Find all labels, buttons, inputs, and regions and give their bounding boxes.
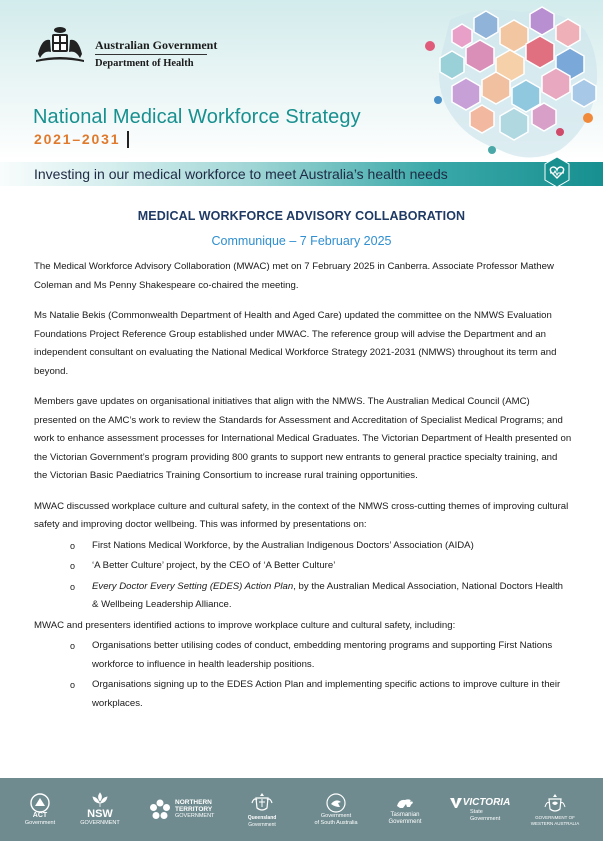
logo-text: NORTHERN TERRITORY	[175, 799, 213, 814]
government-name: Australian Government	[95, 38, 218, 52]
list-item-italic: Every Doctor Every Setting (EDES) Action Plan	[92, 580, 294, 592]
list-item-text: Organisations better utilising codes of conduct, embedding mentoring programs and supporting First Nations workforce to influence in health leadership positions.	[92, 640, 553, 670]
paragraph-culture: MWAC discussed workplace culture and cultural safety, in the context of the NMWS cross-cutting themes of improving cultural safety and improving doctor wellbeing. This was informed by presentations on:	[34, 500, 569, 530]
presentations-list	[34, 537, 572, 615]
act-emblem-icon	[29, 793, 51, 813]
bullet-icon: o	[70, 680, 76, 690]
bullet-icon: o	[70, 561, 76, 571]
wa-crest-icon	[544, 793, 566, 815]
logo-text: Tasmanian	[390, 812, 420, 818]
logo-text: State Government	[470, 809, 501, 822]
victoria-government-logo	[450, 778, 510, 841]
act-government-logo	[26, 778, 54, 841]
list-item-text: , by the Australian Medical Association, National Doctors Health & Wellbeing Leadership Alliance.	[92, 580, 564, 610]
nsw-government-logo	[80, 778, 120, 841]
logo-text: of South Australia	[314, 819, 358, 826]
department-name: Department of Health	[95, 58, 194, 69]
list-item	[34, 557, 572, 576]
jurisdiction-logos-footer	[0, 778, 603, 841]
victoria-wordmark	[450, 797, 511, 809]
logo-text: Government	[388, 818, 422, 825]
tasmanian-government-logo	[382, 778, 428, 841]
paragraph-actions: MWAC and presenters identified actions to improve workplace culture and cultural safety, including:	[34, 619, 456, 631]
logo-text: GOVERNMENT	[80, 820, 120, 827]
logo-text: NSW	[87, 808, 113, 821]
list-item	[34, 578, 572, 615]
tagline: Investing in our medical workforce to meet Australia’s health needs	[34, 166, 448, 182]
strategy-title: National Medical Workforce Strategy	[33, 106, 361, 128]
text-cursor	[127, 131, 129, 148]
logo-text: ACT	[32, 812, 48, 819]
list-item-text: Organisations signing up to the EDES Action Plan and implementing specific actions to improve culture in their workplaces.	[92, 679, 561, 709]
list-item	[34, 676, 572, 713]
bullet-icon: o	[70, 641, 76, 651]
communique-body	[34, 258, 572, 715]
bullet-icon: o	[70, 581, 76, 592]
list-item	[34, 537, 572, 556]
list-item-text: ‘A Better Culture’ project, by the CEO of ‘A Better Culture’	[92, 560, 336, 571]
logo-text: WESTERN AUSTRALIA	[530, 820, 580, 826]
strategy-years: 2021–2031	[34, 131, 121, 147]
document-subtitle: Communique – 7 February 2025	[211, 234, 392, 248]
hexagon-collage-icon	[410, 0, 603, 160]
tasmanian-devil-icon	[394, 794, 416, 812]
document-title: MEDICAL WORKFORCE ADVISORY COLLABORATION	[137, 209, 466, 223]
paragraph-meeting: The Medical Workforce Advisory Collaboration (MWAC) met on 7 February 2025 in Canberra. Associate Professor Mathew Coleman and Ms Penny Shakespeare co-chaired the meeting.	[34, 261, 554, 291]
logo-text: Government	[320, 813, 352, 819]
coat-of-arms-icon	[32, 24, 88, 64]
heart-monitor-icon	[543, 156, 571, 188]
logo-text: Government	[24, 819, 56, 826]
logo-text: VICTORIA	[462, 797, 511, 808]
actions-list	[34, 637, 572, 713]
waratah-icon	[89, 792, 111, 808]
list-item	[34, 637, 572, 674]
bullet-icon: o	[70, 540, 76, 551]
logo-text: GOVERNMENT	[175, 813, 215, 820]
list-item-text: First Nations Medical Workforce, by the Australian Indigenous Doctors’ Association (AIDA)	[92, 539, 474, 551]
header-divider	[95, 54, 207, 55]
south-australia-government-logo	[312, 778, 360, 841]
logo-text: Queensland	[247, 815, 277, 821]
logo-text: Government	[248, 821, 276, 828]
queensland-government-logo	[244, 778, 280, 841]
paragraph-reference-group: Ms Natalie Bekis (Commonwealth Department of Health and Aged Care) updated the committee on the NMWS Evaluation Foundations Project Reference Group established under MWAC. The reference group will advise the Department and an independent consultant on evaluating the National Medical Workforce Strategy 2021-2031 (NMWS) throughout its term and beyond.	[34, 310, 557, 377]
victoria-v-icon	[450, 797, 462, 809]
nt-government-logo	[146, 778, 220, 841]
western-australia-government-logo	[528, 778, 582, 841]
nt-wordmark	[175, 799, 217, 820]
qld-crest-icon	[250, 791, 274, 815]
desert-rose-icon	[149, 799, 171, 821]
logo-text: GOVERNMENT OF	[535, 815, 575, 820]
piping-shrike-icon	[326, 793, 346, 813]
paragraph-member-updates: Members gave updates on organisational initiatives that align with the NMWS. The Australian Medical Council (AMC) presented on the AMC’s work to review the Standards for Assessment and Accreditation of Specialist Medical Programs; and work to enhance assessment processes for International Medical Graduates. The Victorian Department of Health presented on the Victorian Government’s program providing 800 grants to support new entrants to general practice specialty training, and the Victorian Basic Paediatrics Training Consortium to increase rural training opportunities.	[34, 396, 572, 481]
page-header	[0, 0, 603, 160]
